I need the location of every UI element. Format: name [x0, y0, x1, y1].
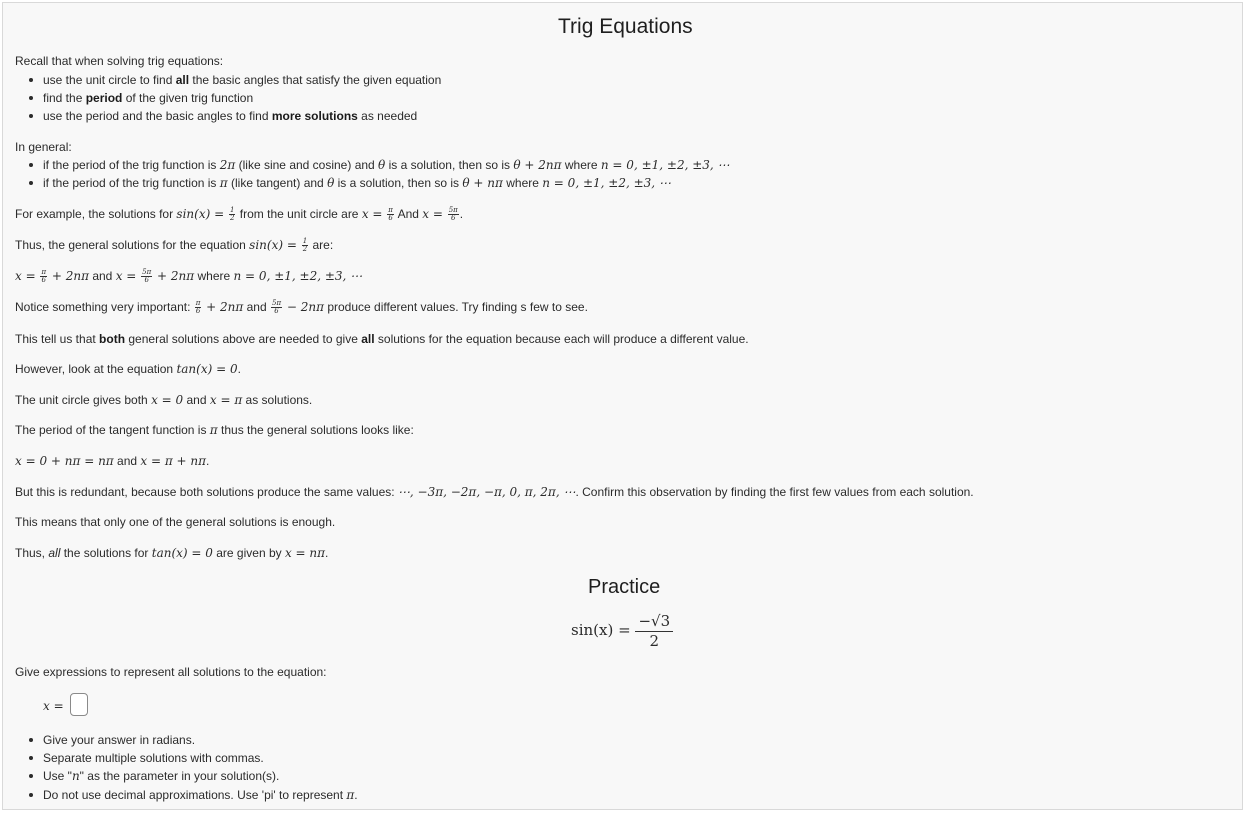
fraction-five-pi-over-six: $\frac{5\pi}{6}$	[142, 268, 152, 285]
recall-item-unit-circle: use the unit circle to find all the basic angles that satisfy the given equation	[43, 73, 442, 87]
fraction-pi-over-six: $\frac{\pi}{6}$	[195, 299, 201, 316]
bullet	[29, 78, 33, 82]
however-line: However, look at the equation tan(x) = 0.	[15, 362, 241, 376]
bullet	[29, 793, 33, 797]
fraction-five-pi-over-six: $\frac{5\pi}{6}$	[448, 206, 458, 223]
instruction-commas: Separate multiple solutions with commas.	[43, 751, 264, 765]
recall-item-more-solutions: use the period and the basic angles to find more solutions as needed	[43, 109, 418, 123]
general-item-tangent: if the period of the trig function is π (like tangent) and θ is a solution, then so is θ + nπ where n = 0, ±1, ±2, ±3, ⋯	[43, 176, 671, 190]
unit-circle-line: The unit circle gives both x = 0 and x = π as solutions.	[15, 393, 313, 407]
notice-line: Notice something very important: $\frac{\pi}{6}$ + 2nπ and $\frac{5\pi}{6}$ − 2nπ produce different values. Try finding s few to see.	[15, 299, 588, 316]
practice-equation: sin(x) = $\frac{-√3}{2}$	[571, 610, 673, 651]
fraction-five-pi-over-six: $\frac{5\pi}{6}$	[272, 299, 282, 316]
instruction-parameter: Use "n" as the parameter in your solution(s).	[43, 769, 280, 783]
redundant-line: But this is redundant, because both solutions produce the same values: ⋯, −3π, −2π, −π, 0, π, 2π, ⋯. Confirm this observation by finding the first few values from each solution.	[15, 485, 974, 499]
page-title: Trig Equations	[558, 15, 693, 38]
fraction-one-half: $\frac{1}{2}$	[302, 237, 308, 254]
bullet	[29, 756, 33, 760]
bullet	[29, 181, 33, 185]
fraction-neg-sqrt3-over-2: $\frac{-√3}{2}$	[635, 612, 673, 651]
recall-intro: Recall that when solving trig equations:	[15, 54, 224, 68]
general-solutions-intro: Thus, the general solutions for the equation sin(x) = $\frac{1}{2}$ are:	[15, 237, 334, 254]
final-line: Thus, all the solutions for tan(x) = 0 are given by x = nπ.	[15, 546, 329, 560]
bullet	[29, 163, 33, 167]
bullet	[29, 114, 33, 118]
both-needed-line: This tell us that both general solutions above are needed to give all solutions for the equation because each will produce a different value.	[15, 332, 749, 346]
instruction-radians: Give your answer in radians.	[43, 733, 196, 747]
example-line: For example, the solutions for sin(x) = $\frac{1}{2}$ from the unit circle are x = $\frac{\pi}{6}$ And x = $\frac{5\pi}{6}$ .	[15, 206, 464, 223]
answer-input[interactable]	[70, 693, 88, 716]
instruction-no-decimals: Do not use decimal approximations. Use 'pi' to represent π.	[43, 788, 358, 802]
fraction-one-half: $\frac{1}{2}$	[229, 206, 235, 223]
general-intro: In general:	[15, 140, 72, 154]
answer-label: x =	[43, 699, 64, 713]
tangent-period-line: The period of the tangent function is π thus the general solutions looks like:	[15, 423, 414, 437]
sine-general-solutions: x = $\frac{\pi}{6}$ + 2nπ and x = $\frac{5\pi}{6}$ + 2nπ where n = 0, ±1, ±2, ±3, ⋯	[15, 268, 363, 285]
general-item-sine-cosine: if the period of the trig function is 2π (like sine and cosine) and θ is a solution, then so is θ + 2nπ where n = 0, ±1, ±2, ±3, ⋯	[43, 158, 730, 172]
recall-item-period: find the period of the given trig function	[43, 91, 254, 105]
bullet	[29, 774, 33, 778]
bullet	[29, 96, 33, 100]
practice-title: Practice	[588, 576, 661, 598]
bullet	[29, 738, 33, 742]
fraction-pi-over-six: $\frac{\pi}{6}$	[388, 206, 393, 223]
tangent-solutions-line: x = 0 + nπ = nπ and x = π + nπ.	[15, 454, 210, 468]
fraction-pi-over-six: $\frac{\pi}{6}$	[41, 268, 47, 285]
practice-prompt: Give expressions to represent all solutions to the equation:	[15, 665, 327, 679]
one-enough-line: This means that only one of the general solutions is enough.	[15, 515, 336, 529]
